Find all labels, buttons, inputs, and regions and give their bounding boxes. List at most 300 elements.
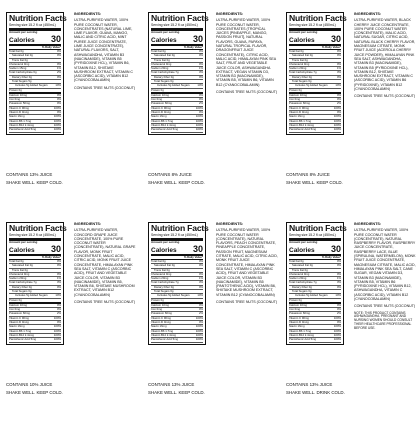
nutrient-name: Protein 0g bbox=[9, 297, 22, 302]
nutrient-dv: 10% bbox=[55, 293, 61, 298]
nutrient-dv: 100% bbox=[333, 328, 341, 333]
allergen-statement: CONTAINS TREE NUTS (COCONUT) bbox=[354, 304, 416, 309]
nutrient-name: Vitamin B12 2.4mcg bbox=[151, 332, 176, 337]
nutrient-dv: 10% bbox=[197, 293, 203, 298]
calories-value: 30 bbox=[192, 33, 203, 44]
warning-note: NOTE: THIS PRODUCT CONTAINS ASHWAGANDHA. PREGNANT AND NURSING WOMEN SHOULD CONSULT THEIR HEALTHCARE PROFESSIONAL BEFORE USE. bbox=[354, 310, 413, 330]
nutrient-dv: 100% bbox=[333, 315, 341, 320]
nutrient-name: Saturated Fat 0g bbox=[154, 263, 175, 268]
serving-size: Serving size 15.2 fl oz (450mL) bbox=[151, 233, 203, 241]
nutrient-name: Total Sugars 6g bbox=[12, 288, 32, 293]
nutrient-name: Total Sugars 6g bbox=[292, 78, 312, 83]
nutrient-dv: 10% bbox=[197, 83, 203, 88]
nutrient-dv: 0% bbox=[336, 110, 341, 115]
nutrient-dv: 0% bbox=[198, 61, 203, 66]
nutrient-name: Dietary Fiber 0g bbox=[12, 284, 32, 289]
nutrient-name: Niacin 16mg bbox=[9, 114, 25, 119]
nutrient-name: Iron 0mg bbox=[9, 307, 21, 312]
nutrient-dv: 100% bbox=[333, 337, 341, 342]
nutrient-name: Protein 0g bbox=[151, 87, 164, 92]
nutrient-dv: 10% bbox=[335, 293, 341, 298]
nutrient-name: Protein 0g bbox=[151, 297, 164, 302]
nutrient-dv: 0% bbox=[198, 97, 203, 102]
nutrient-row bbox=[151, 338, 203, 342]
nutrient-dv: 0% bbox=[198, 263, 203, 268]
nutrient-dv: 0% bbox=[56, 271, 61, 276]
allergen-statement: CONTAINS TREE NUTS (COCONUT) bbox=[216, 90, 278, 95]
calories-label: Calories bbox=[9, 246, 35, 254]
shake-instructions: SHAKE WELL. KEEP COLD. bbox=[286, 180, 343, 185]
nutrient-name: Calcium 10mg bbox=[9, 302, 27, 307]
nutrient-name: Pantothenic Acid 5mg bbox=[9, 127, 37, 132]
calories-label: Calories bbox=[151, 246, 177, 254]
amount-per-serving: Amount per serving bbox=[9, 240, 38, 244]
nutrient-dv: 100% bbox=[53, 328, 61, 333]
nutrient-name: Total Carbohydrate 7g bbox=[289, 70, 317, 75]
nutrient-name: Includes 5g Added Sugars bbox=[157, 293, 190, 298]
nutrient-dv: 0% bbox=[336, 302, 341, 307]
nutrient-dv: 100% bbox=[53, 332, 61, 337]
nutrient-name: Pantothenic Acid 5mg bbox=[151, 127, 179, 132]
nutrient-dv: 100% bbox=[333, 118, 341, 123]
nutrient-name: Vitamin B6 1.7mg bbox=[289, 118, 312, 123]
calories-row bbox=[151, 245, 203, 256]
juice-content: CONTAINS 13% JUICE bbox=[148, 382, 195, 387]
nutrient-dv: 10% bbox=[335, 83, 341, 88]
nutrient-name: Iron 0mg bbox=[151, 307, 163, 312]
calories-value: 30 bbox=[50, 243, 61, 254]
nutrient-name: Protein 0g bbox=[9, 87, 22, 92]
ingredients-heading: INGREDIENTS: bbox=[74, 222, 102, 226]
nutrient-dv: 0% bbox=[198, 302, 203, 307]
nutrient-name: Total Fat 0g bbox=[289, 48, 304, 53]
nutrient-dv: 0% bbox=[198, 271, 203, 276]
nutrient-name: Potassium 60mg bbox=[289, 311, 310, 316]
nutrition-facts-box bbox=[6, 12, 67, 135]
serving-size: Serving size 15.2 fl oz (450mL) bbox=[289, 23, 341, 31]
nutrient-dv: 100% bbox=[53, 324, 61, 329]
shake-instructions: SHAKE WELL. DRINK COLD. bbox=[286, 390, 345, 395]
nutrient-dv: 0% bbox=[336, 53, 341, 58]
nutrient-name: Calcium 10mg bbox=[9, 92, 27, 97]
nutrient-name: Total Fat 0g bbox=[9, 48, 24, 53]
nutrient-dv: 100% bbox=[195, 332, 203, 337]
nutrient-name: Potassium 50mg bbox=[9, 101, 30, 106]
nutrient-name: Niacin 16mg bbox=[289, 324, 305, 329]
nutrient-dv: 100% bbox=[53, 105, 61, 110]
nutrient-row bbox=[289, 338, 341, 342]
nutrient-dv: 100% bbox=[53, 337, 61, 342]
nutrient-name: Includes 5g Added Sugars bbox=[295, 83, 328, 88]
serving-size: Serving size 15.2 fl oz (450mL) bbox=[9, 23, 61, 31]
nutrient-dv: 100% bbox=[195, 114, 203, 119]
nutrient-name: Total Sugars 6g bbox=[292, 288, 312, 293]
nutrient-row bbox=[151, 128, 203, 132]
nutrient-name: Vitamin C 90mg bbox=[289, 105, 309, 110]
nutrition-title: Nutrition Facts bbox=[289, 13, 347, 23]
calories-label: Calories bbox=[9, 36, 35, 44]
nutrient-name: Includes 5g Added Sugars bbox=[15, 83, 48, 88]
nutrient-dv: 0% bbox=[56, 97, 61, 102]
nutrient-dv: 0% bbox=[198, 74, 203, 79]
nutrient-name: Sodium 15mg bbox=[9, 66, 27, 71]
nutrient-dv: 2% bbox=[198, 311, 203, 316]
nutrient-dv: 3% bbox=[198, 280, 203, 285]
nutrient-name: Vitamin B6 1.7mg bbox=[151, 328, 174, 333]
nutrient-dv: 0% bbox=[336, 48, 341, 53]
nutrient-name: Vitamin D 0mcg bbox=[151, 320, 171, 325]
ingredients-block bbox=[216, 222, 278, 304]
nutrient-name: Vitamin D 0mcg bbox=[151, 110, 171, 115]
nutrient-name: Potassium 60mg bbox=[151, 101, 172, 106]
ingredients-heading: INGREDIENTS: bbox=[216, 12, 244, 16]
nutrient-dv: 100% bbox=[333, 105, 341, 110]
shake-instructions: SHAKE WELL. KEEP COLD. bbox=[148, 180, 205, 185]
nutrient-name: Total Fat 0g bbox=[289, 258, 304, 263]
nutrient-name: Saturated Fat 0g bbox=[154, 53, 175, 58]
calories-row bbox=[289, 245, 341, 256]
nutrient-name: Pantothenic Acid 5mg bbox=[289, 337, 317, 342]
nutrient-name: Pantothenic Acid 5mg bbox=[151, 337, 179, 342]
juice-content: CONTAINS 8% JUICE bbox=[148, 172, 192, 177]
nutrient-name: Potassium 60mg bbox=[289, 101, 310, 106]
shake-instructions: SHAKE WELL. KEEP COLD. bbox=[6, 180, 63, 185]
nutrient-dv: 0% bbox=[198, 92, 203, 97]
label-panel bbox=[286, 12, 416, 212]
nutrient-dv: 0% bbox=[336, 284, 341, 289]
nutrient-dv: 0% bbox=[336, 92, 341, 97]
nutrient-name: Potassium 60mg bbox=[9, 311, 30, 316]
nutrient-name: Cholesterol 0mg bbox=[9, 271, 30, 276]
nutrient-dv: 100% bbox=[333, 324, 341, 329]
nutrient-name: Total Carbohydrate 7g bbox=[289, 280, 317, 285]
daily-value-header: % Daily Value* bbox=[9, 46, 61, 50]
calories-row bbox=[9, 245, 61, 256]
ingredients-text: ULTRA-PURIFIED WATER, 100% PURE COCONUT WATER, CONCENTRATES (TROPICAL JUICES [PINEAPPLE, MANGO, PASSION FRUIT], NATURAL FLAVORS, GUAVA, PAPAYA, NATURAL TROPICAL FLAVOR, DRAGONFRUIT JUICE CONCENTRATE), CITRIC ACID, MALIC ACID, HIMALAYAN PINK SEA SALT, FRUIT AND VEGETABLE JUICE COLOR, ASHWAGANDHA EXTRACT, VEGAN VITAMIN D3, VITAMIN B3 (NIACINAMIDE), VITAMIN B5, VITAMIN B6, VITAMIN B12 (CYANOCOBALAMIN) bbox=[216, 18, 276, 87]
nutrient-dv: 100% bbox=[195, 328, 203, 333]
nutrient-name: Cholesterol 0mg bbox=[289, 61, 310, 66]
nutrient-dv: 0% bbox=[56, 101, 61, 106]
nutrient-dv: 0% bbox=[336, 263, 341, 268]
nutrient-dv: 100% bbox=[195, 127, 203, 132]
ingredients-block bbox=[354, 222, 416, 331]
nutrient-name: Vitamin B6 1.7mg bbox=[9, 118, 32, 123]
nutrient-name: Saturated Fat 0g bbox=[12, 263, 33, 268]
ingredients-text: ULTRA-PURIFIED WATER, 100% PURE COCONUT WATER (CONCENTRATE), NATURAL FLAVORS, PEACH CONCENTRATE, PINEAPPLE CONCENTRATE, PASSION FRUIT, MAGNESIUM CITRATE, MALIC ACID, CITRIC ACID, MONK FRUIT JUICE CONCENTRATE, HIMALAYAN PINK SEA SALT, VITAMIN C (ASCORBIC ACID), FRUIT AND VEGETABLE JUICE COLOR, VITAMIN B3 (NIACINAMIDE), VITAMIN B5 (PANTOTHENIC ACID), VITAMIN B6, SHIITAKE MUSHROOM EXTRACT, VITAMIN B12 (CYANOCOBALAMIN) bbox=[216, 228, 278, 297]
amount-per-serving: Amount per serving bbox=[151, 240, 180, 244]
nutrient-name: Vitamin C 90mg bbox=[9, 315, 29, 320]
nutrient-name: Dietary Fiber 0g bbox=[292, 284, 312, 289]
nutrient-name: Vitamin C 90mg bbox=[151, 105, 171, 110]
nutrient-dv: 1% bbox=[198, 66, 203, 71]
label-panel bbox=[148, 222, 280, 422]
nutrient-name: Calcium 10mg bbox=[151, 92, 169, 97]
nutrient-name: Dietary Fiber 0g bbox=[154, 74, 174, 79]
nutrient-dv: 0% bbox=[198, 284, 203, 289]
nutrient-dv: 0% bbox=[56, 284, 61, 289]
ingredients-block bbox=[74, 222, 136, 304]
nutrient-dv: 2% bbox=[56, 70, 61, 75]
nutrient-name: Total Carbohydrate 6g bbox=[9, 70, 37, 75]
nutrient-dv: 0% bbox=[198, 320, 203, 325]
nutrient-name: Iron 0mg bbox=[9, 97, 21, 102]
nutrient-name: Sodium 20mg bbox=[151, 276, 169, 281]
calories-row bbox=[9, 35, 61, 46]
nutrient-name: Niacin 16mg bbox=[9, 324, 25, 329]
nutrient-name: Vitamin C 90mg bbox=[289, 315, 309, 320]
nutrient-dv: 3% bbox=[56, 280, 61, 285]
daily-value-header: % Daily Value* bbox=[289, 46, 341, 50]
nutrient-name: Calcium 10mg bbox=[151, 302, 169, 307]
nutrient-name: Iron 0mg bbox=[289, 307, 301, 312]
nutrient-name: Vitamin B12 2.4mcg bbox=[289, 332, 314, 337]
nutrient-dv: 0% bbox=[56, 320, 61, 325]
nutrient-dv: 1% bbox=[56, 276, 61, 281]
nutrient-dv: 100% bbox=[333, 332, 341, 337]
nutrient-name: Vitamin D 0mcg bbox=[9, 320, 29, 325]
nutrient-dv: 0% bbox=[336, 320, 341, 325]
nutrient-dv: 0% bbox=[336, 258, 341, 263]
nutrient-name: Total Fat 0g bbox=[151, 258, 166, 263]
nutrition-title: Nutrition Facts bbox=[9, 223, 67, 233]
ingredients-block bbox=[216, 12, 278, 94]
nutrient-name: Saturated Fat 0g bbox=[12, 53, 33, 58]
daily-value-header: % Daily Value* bbox=[151, 256, 203, 260]
serving-size: Serving size 15.2 fl oz (450mL) bbox=[9, 233, 61, 241]
amount-per-serving: Amount per serving bbox=[151, 30, 180, 34]
nutrient-name: Includes 5g Added Sugars bbox=[15, 293, 48, 298]
nutrient-dv: 2% bbox=[56, 311, 61, 316]
nutrient-name: Sodium 20mg bbox=[289, 276, 307, 281]
serving-size: Serving size 15.2 fl oz (450mL) bbox=[289, 233, 341, 241]
nutrient-dv: 0% bbox=[336, 271, 341, 276]
nutrient-dv: 100% bbox=[195, 337, 203, 342]
ingredients-text: ULTRA-PURIFIED WATER, CONCORD GRAPE JUICE CONCENTRATE, 100% PURE COCONUT WATER (CONCENTRATE), NATURAL GRAPE FLAVOR, MONK FRUIT CONCENTRATE, MALIC ACID, CITRIC ACID, MONK FRUIT JUICE CONCENTRATE, HIMALAYAN PINK SEA SALT, VITAMIN C (ASCORBIC ACID), FRUIT AND VEGETABLE JUICE COLOR, VITAMIN B3 (NIACINAMIDE), VITAMIN B5, VITAMIN B6, SHIITAKE MUSHROOM EXTRACT, VITAMIN B12 (CYANOCOBALAMIN) bbox=[74, 228, 136, 297]
nutrient-name: Niacin 16mg bbox=[151, 324, 167, 329]
nutrient-name: Pantothenic Acid 5mg bbox=[9, 337, 37, 342]
ingredients-heading: INGREDIENTS: bbox=[74, 12, 102, 16]
nutrient-dv: 0% bbox=[336, 307, 341, 312]
allergen-statement: CONTAINS TREE NUTS (COCONUT) bbox=[74, 85, 136, 90]
nutrient-dv: 0% bbox=[56, 53, 61, 58]
nutrition-title: Nutrition Facts bbox=[151, 223, 209, 233]
juice-content: CONTAINS 8% JUICE bbox=[286, 172, 330, 177]
nutrition-title: Nutrition Facts bbox=[9, 13, 67, 23]
nutrient-name: Dietary Fiber 0g bbox=[154, 284, 174, 289]
nutrient-name: Vitamin B6 1.7mg bbox=[151, 118, 174, 123]
nutrient-dv: 0% bbox=[198, 307, 203, 312]
nutrient-name: Vitamin D 0mcg bbox=[9, 110, 29, 115]
nutrient-dv: 3% bbox=[336, 70, 341, 75]
nutrient-dv: 2% bbox=[336, 101, 341, 106]
ingredients-text: ULTRA-PURIFIED WATER, BLACK CHERRY JUICE CONCENTRATE, 100% PURE COCONUT WATER (CONCENTRATE), MALIC ACID, NATURAL SUGAR, CITRIC ACID, NATURAL BLACK CHERRY FLAVOR, MAGNESIUM CITRATE, MONK FRUIT JUICE (ACEROLA CHERRY JUICE POWDER), HIMALAYAN PINK SEA SALT, ASHWAGANDHA, VITAMIN B3 (NIACINAMIDE), VITAMIN B5 (PYRIDOXINE HCL), VITAMIN B12, SHIITAKE MUSHROOM EXTRACT, VITAMIN C (ASCORBIC ACID), VITAMIN B6 (PYRIDOXINE), VITAMIN B12 (CYANOCOBALAMIN) bbox=[354, 18, 416, 92]
nutrient-dv: 0% bbox=[56, 48, 61, 53]
nutrient-name: Sodium 20mg bbox=[9, 276, 27, 281]
nutrient-name: Total Carbohydrate 7g bbox=[151, 70, 179, 75]
calories-value: 30 bbox=[330, 243, 341, 254]
nutrient-dv: 2% bbox=[336, 311, 341, 316]
nutrient-name: Cholesterol 0mg bbox=[151, 61, 172, 66]
nutrition-facts-box bbox=[148, 12, 209, 135]
nutrient-name: Vitamin B12 2.4mcg bbox=[9, 122, 34, 127]
daily-value-header: % Daily Value* bbox=[289, 256, 341, 260]
nutrient-name: Saturated Fat 0g bbox=[292, 263, 313, 268]
nutrient-name: Trans Fat 0g bbox=[154, 57, 170, 62]
nutrient-dv: 10% bbox=[55, 83, 61, 88]
nutrient-dv: 100% bbox=[333, 122, 341, 127]
nutrient-dv: 1% bbox=[336, 66, 341, 71]
amount-per-serving: Amount per serving bbox=[289, 240, 318, 244]
nutrient-name: Dietary Fiber 0g bbox=[292, 74, 312, 79]
nutrition-facts-box bbox=[286, 222, 347, 345]
label-panel bbox=[148, 12, 280, 212]
nutrient-dv: 0% bbox=[336, 61, 341, 66]
nutrient-name: Total Fat 0g bbox=[9, 258, 24, 263]
nutrient-dv: 0% bbox=[56, 74, 61, 79]
amount-per-serving: Amount per serving bbox=[289, 30, 318, 34]
nutrient-dv: 1% bbox=[56, 66, 61, 71]
label-panel bbox=[6, 222, 138, 422]
nutrient-name: Total Sugars 6g bbox=[154, 78, 174, 83]
ingredients-block bbox=[74, 12, 136, 90]
nutrient-row bbox=[9, 128, 61, 132]
ingredients-heading: INGREDIENTS: bbox=[354, 222, 382, 226]
nutrient-dv: 0% bbox=[198, 258, 203, 263]
nutrient-name: Cholesterol 0mg bbox=[9, 61, 30, 66]
nutrient-name: Protein 0g bbox=[289, 87, 302, 92]
juice-content: CONTAINS 13% JUICE bbox=[6, 172, 53, 177]
nutrient-name: Calcium 10mg bbox=[289, 92, 307, 97]
nutrient-dv: 0% bbox=[56, 258, 61, 263]
calories-row bbox=[289, 35, 341, 46]
nutrient-dv: 2% bbox=[198, 101, 203, 106]
nutrient-name: Vitamin B6 1.7mg bbox=[9, 328, 32, 333]
nutrient-dv: 0% bbox=[336, 97, 341, 102]
ingredients-text: ULTRA-PURIFIED WATER, 100% PURE COCONUT WATER (CONCENTRATE), NATURAL RASPBERRY FLAVOR, RASPBERRY JUICE CONCENTRATE, RASPBERRY LACE, BLUE (SPIRULINA, WATERMELON), MONK FRUIT JUICE CONCENTRATE, MAGNESIUM CITRATE, MALIC ACID, HIMALAYAN PINK SEA SALT, CANE SUGAR, VEGAN VITAMIN D3, VITAMIN B3 (NIACINAMIDE), VITAMIN B5, VITAMIN B6 (PYRIDOXINE HCL), VITAMIN B12, ASHWAGANDHA, VITAMIN C (ASCORBIC ACID), VITAMIN B12 (CYANOCOBALAMIN) bbox=[354, 228, 416, 302]
ingredients-text: ULTRA-PURIFIED WATER, 100% PURE COCONUT WATER, CONCENTRATES (NATURAL LIME, LIME FLAVOR, GUAVA, MANGO, MALIC AND CITRIC ACID, MINT PUREE JUICE CONCENTRATE, LIME JUICE CONCENTRATE), NATURAL FLAVORS, SALT, ASHWAGANDHA, VITAMIN B3 (NIACINAMIDE), VITAMIN B5 (PYRIDOXINE HCL), VITAMIN B6, VITAMIN B12, SHIITAKE MUSHROOM EXTRACT, VITAMIN C (ASCORBIC ACID), VITAMIN B12 (CYANOCOBALAMIN) bbox=[74, 18, 134, 83]
nutrient-dv: 0% bbox=[198, 48, 203, 53]
nutrient-name: Cholesterol 0mg bbox=[151, 271, 172, 276]
nutrient-dv: 100% bbox=[195, 315, 203, 320]
juice-content: CONTAINS 13% JUICE bbox=[286, 382, 333, 387]
nutrient-dv: 0% bbox=[56, 302, 61, 307]
nutrient-name: Iron 0mg bbox=[289, 97, 301, 102]
nutrient-name: Vitamin B12 2.4mcg bbox=[9, 332, 34, 337]
nutrient-name: Total Sugars 5g bbox=[12, 78, 32, 83]
nutrient-dv: 0% bbox=[56, 307, 61, 312]
nutrient-dv: 100% bbox=[53, 315, 61, 320]
nutrient-dv: 3% bbox=[336, 280, 341, 285]
nutrient-dv: 100% bbox=[195, 122, 203, 127]
nutrient-name: Sodium 20mg bbox=[289, 66, 307, 71]
shake-instructions: SHAKE WELL. KEEP COLD. bbox=[148, 390, 205, 395]
nutrient-dv: 100% bbox=[53, 122, 61, 127]
nutrient-dv: 1% bbox=[336, 276, 341, 281]
nutrient-row bbox=[9, 338, 61, 342]
nutrient-name: Total Carbohydrate 7g bbox=[151, 280, 179, 285]
nutrient-name: Vitamin D 0mcg bbox=[289, 320, 309, 325]
nutrient-dv: 100% bbox=[53, 114, 61, 119]
nutrient-name: Potassium 60mg bbox=[151, 311, 172, 316]
calories-value: 30 bbox=[50, 33, 61, 44]
amount-per-serving: Amount per serving bbox=[9, 30, 38, 34]
nutrient-name: Vitamin C 90mg bbox=[151, 315, 171, 320]
nutrient-dv: 100% bbox=[53, 118, 61, 123]
ingredients-block bbox=[354, 12, 416, 99]
nutrient-name: Sodium 20mg bbox=[151, 66, 169, 71]
nutrient-dv: 0% bbox=[56, 92, 61, 97]
nutrient-name: Trans Fat 0g bbox=[154, 267, 170, 272]
daily-value-header: % Daily Value* bbox=[151, 46, 203, 50]
nutrition-facts-box bbox=[286, 12, 347, 135]
nutrient-name: Pantothenic Acid 5mg bbox=[289, 127, 317, 132]
nutrient-name: Dietary Fiber 0g bbox=[12, 74, 32, 79]
nutrient-dv: 0% bbox=[56, 263, 61, 268]
nutrient-dv: 0% bbox=[56, 110, 61, 115]
nutrient-dv: 100% bbox=[195, 324, 203, 329]
nutrition-title: Nutrition Facts bbox=[151, 13, 209, 23]
nutrient-name: Vitamin B6 1.7mg bbox=[289, 328, 312, 333]
shake-instructions: SHAKE WELL. KEEP COLD. bbox=[6, 390, 63, 395]
nutrient-name: Vitamin B12 2.4mcg bbox=[151, 122, 176, 127]
label-panel bbox=[6, 12, 138, 212]
nutrient-dv: 100% bbox=[195, 118, 203, 123]
calories-label: Calories bbox=[289, 36, 315, 44]
nutrient-name: Iron 0mg bbox=[151, 97, 163, 102]
nutrient-dv: 0% bbox=[56, 61, 61, 66]
nutrient-name: Total Carbohydrate 7g bbox=[9, 280, 37, 285]
ingredients-heading: INGREDIENTS: bbox=[354, 12, 382, 16]
nutrient-name: Niacin 16mg bbox=[151, 114, 167, 119]
allergen-statement: CONTAINS TREE NUTS (COCONUT) bbox=[216, 300, 278, 305]
daily-value-header: % Daily Value* bbox=[9, 256, 61, 260]
juice-content: CONTAINS 10% JUICE bbox=[6, 382, 53, 387]
nutrient-dv: 1% bbox=[198, 276, 203, 281]
nutrient-dv: 0% bbox=[198, 53, 203, 58]
nutrient-name: Protein 0g bbox=[289, 297, 302, 302]
nutrient-name: Trans Fat 0g bbox=[12, 57, 28, 62]
allergen-statement: CONTAINS TREE NUTS (COCONUT) bbox=[74, 300, 136, 305]
nutrient-name: Saturated Fat 0g bbox=[292, 53, 313, 58]
serving-size: Serving size 15.2 fl oz (450mL) bbox=[151, 23, 203, 31]
nutrient-name: Calcium 10mg bbox=[289, 302, 307, 307]
nutrient-name: Includes 5g Added Sugars bbox=[295, 293, 328, 298]
nutrient-dv: 0% bbox=[336, 74, 341, 79]
nutrient-name: Vitamin D 0mcg bbox=[289, 110, 309, 115]
calories-value: 30 bbox=[192, 243, 203, 254]
calories-label: Calories bbox=[289, 246, 315, 254]
nutrition-facts-box bbox=[148, 222, 209, 345]
label-panel bbox=[286, 222, 416, 422]
nutrient-name: Total Sugars 6g bbox=[154, 288, 174, 293]
nutrient-name: Niacin 16mg bbox=[289, 114, 305, 119]
nutrient-name: Trans Fat 0g bbox=[292, 267, 308, 272]
nutrient-dv: 3% bbox=[198, 70, 203, 75]
nutrient-dv: 100% bbox=[333, 127, 341, 132]
nutrient-dv: 100% bbox=[333, 114, 341, 119]
calories-row bbox=[151, 35, 203, 46]
nutrition-facts-box bbox=[6, 222, 67, 345]
nutrient-name: Trans Fat 0g bbox=[12, 267, 28, 272]
nutrient-name: Vitamin C 90mg bbox=[9, 105, 29, 110]
nutrient-name: Includes 5g Added Sugars bbox=[157, 83, 190, 88]
nutrient-name: Cholesterol 0mg bbox=[289, 271, 310, 276]
allergen-statement: CONTAINS TREE NUTS (COCONUT) bbox=[354, 94, 416, 99]
calories-value: 30 bbox=[330, 33, 341, 44]
nutrient-dv: 100% bbox=[195, 105, 203, 110]
nutrient-row bbox=[289, 128, 341, 132]
nutrient-dv: 100% bbox=[53, 127, 61, 132]
